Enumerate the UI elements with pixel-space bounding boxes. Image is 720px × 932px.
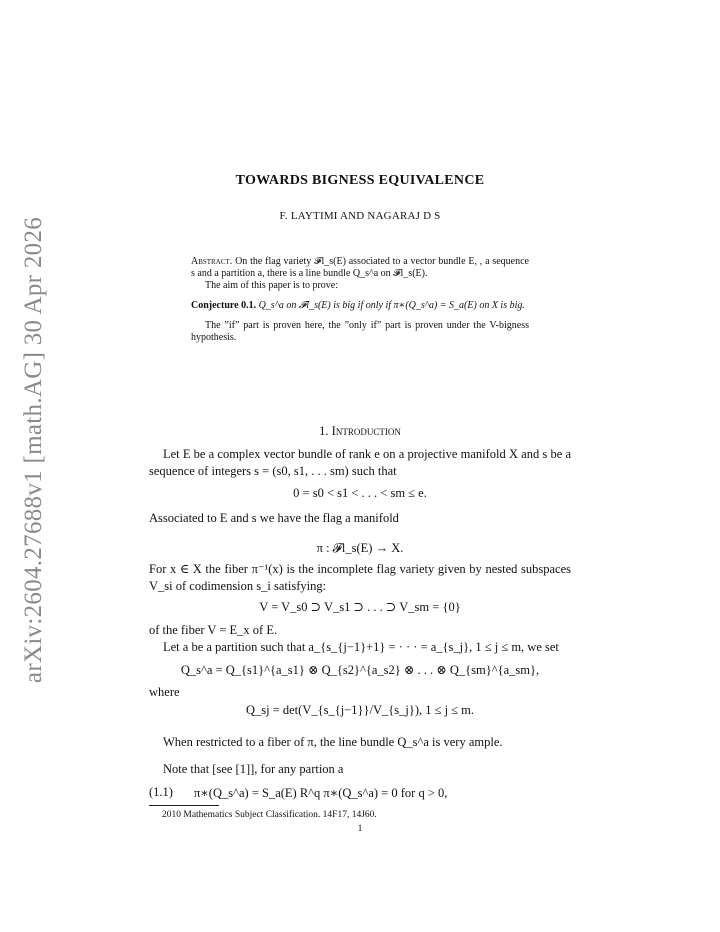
equation-1: 0 = s0 < s1 < . . . < sm ≤ e. — [293, 486, 427, 500]
footnote-rule — [149, 805, 219, 806]
conjecture — [191, 300, 529, 312]
abstract-text: On the flag variety 𝓕l_s(E) associated to a vector bundle E, , a sequence s and a partition a, there is a line bundle Q_s^a on 𝓕l_s(E). — [191, 256, 529, 280]
paragraph: where — [149, 685, 180, 699]
paragraph: Let E be a complex vector bundle of rank e on a projective manifold X and s be a sequence of integers s = (s0, s1, . . . sm) such that — [149, 447, 571, 478]
equation-3: V = V_s0 ⊃ V_s1 ⊃ . . . ⊃ V_sm = {0} — [259, 600, 461, 614]
intro-paragraph-6 — [149, 684, 571, 701]
page-number: 1 — [357, 824, 363, 834]
footnote: 2010 Mathematics Subject Classification. 14F17, 14J60. — [162, 810, 377, 820]
paper-authors: F. LAYTIMI AND NAGARAJ D S — [279, 210, 441, 222]
paragraph: When restricted to a fiber of π, the line bundle Q_s^a is very ample. — [163, 735, 503, 749]
equation-5: Q_sj = det(V_{s_{j−1}}/V_{s_j}), 1 ≤ j ≤ m. — [245, 703, 475, 717]
conjecture-text: Q_s^a on 𝓕l_s(E) is big if only if π∗(Q_s^a) = S_a(E) on X is big. — [258, 299, 525, 311]
section-title: Introduction — [331, 424, 401, 438]
abstract-label: Abstract. — [191, 256, 233, 267]
intro-paragraph-3 — [149, 561, 571, 595]
intro-paragraph-5 — [149, 639, 571, 656]
intro-paragraph-4 — [149, 622, 571, 639]
equation-tag: (1.1) — [149, 785, 173, 799]
abstract-aim: The aim of this paper is to prove: — [205, 280, 339, 292]
arxiv-stamp-text: arXiv:2604.27688v1 [math.AG] 30 Apr 2026 — [20, 216, 47, 684]
intro-paragraph-7 — [149, 734, 571, 751]
equation-4: Q_s^a = Q_{s1}^{a_s1} ⊗ Q_{s2}^{a_s2} ⊗ . . . ⊗ Q_{sm}^{a_sm}, — [180, 663, 540, 677]
paragraph: For x ∈ X the fiber π⁻¹(x) is the incomplete flag variety given by nested subspaces V_si of codimension s_i satisfying: — [149, 562, 571, 593]
abstract-paragraph — [191, 256, 529, 280]
equation-2: π : 𝓕l_s(E) → X. — [316, 541, 404, 555]
paper-title: TOWARDS BIGNESS EQUIVALENCE — [235, 173, 485, 188]
paragraph: Let a be a partition such that a_{s_{j−1}+1} = · · · = a_{s_j}, 1 ≤ j ≤ m, we set — [163, 640, 559, 654]
conjecture-label: Conjecture 0.1. — [191, 299, 257, 311]
abstract-block — [191, 256, 529, 344]
paragraph: Note that [see [1]], for any partion a — [163, 762, 344, 776]
abstract-note: The ”if” part is proven here, the ”only if” part is proven under the V-bigness hypothesis. — [191, 319, 529, 344]
intro-paragraph-1 — [149, 446, 571, 480]
intro-paragraph-8 — [149, 761, 571, 778]
intro-paragraph-2 — [149, 510, 571, 527]
section-number: 1. — [319, 424, 329, 438]
equation-6: π∗(Q_s^a) = S_a(E) R^q π∗(Q_s^a) = 0 for q > 0, — [194, 786, 448, 800]
section-heading — [0, 424, 720, 439]
arxiv-stamp — [14, 216, 54, 684]
paragraph: Associated to E and s we have the flag a manifold — [149, 511, 399, 525]
paragraph: of the fiber V = E_x of E. — [149, 623, 278, 637]
